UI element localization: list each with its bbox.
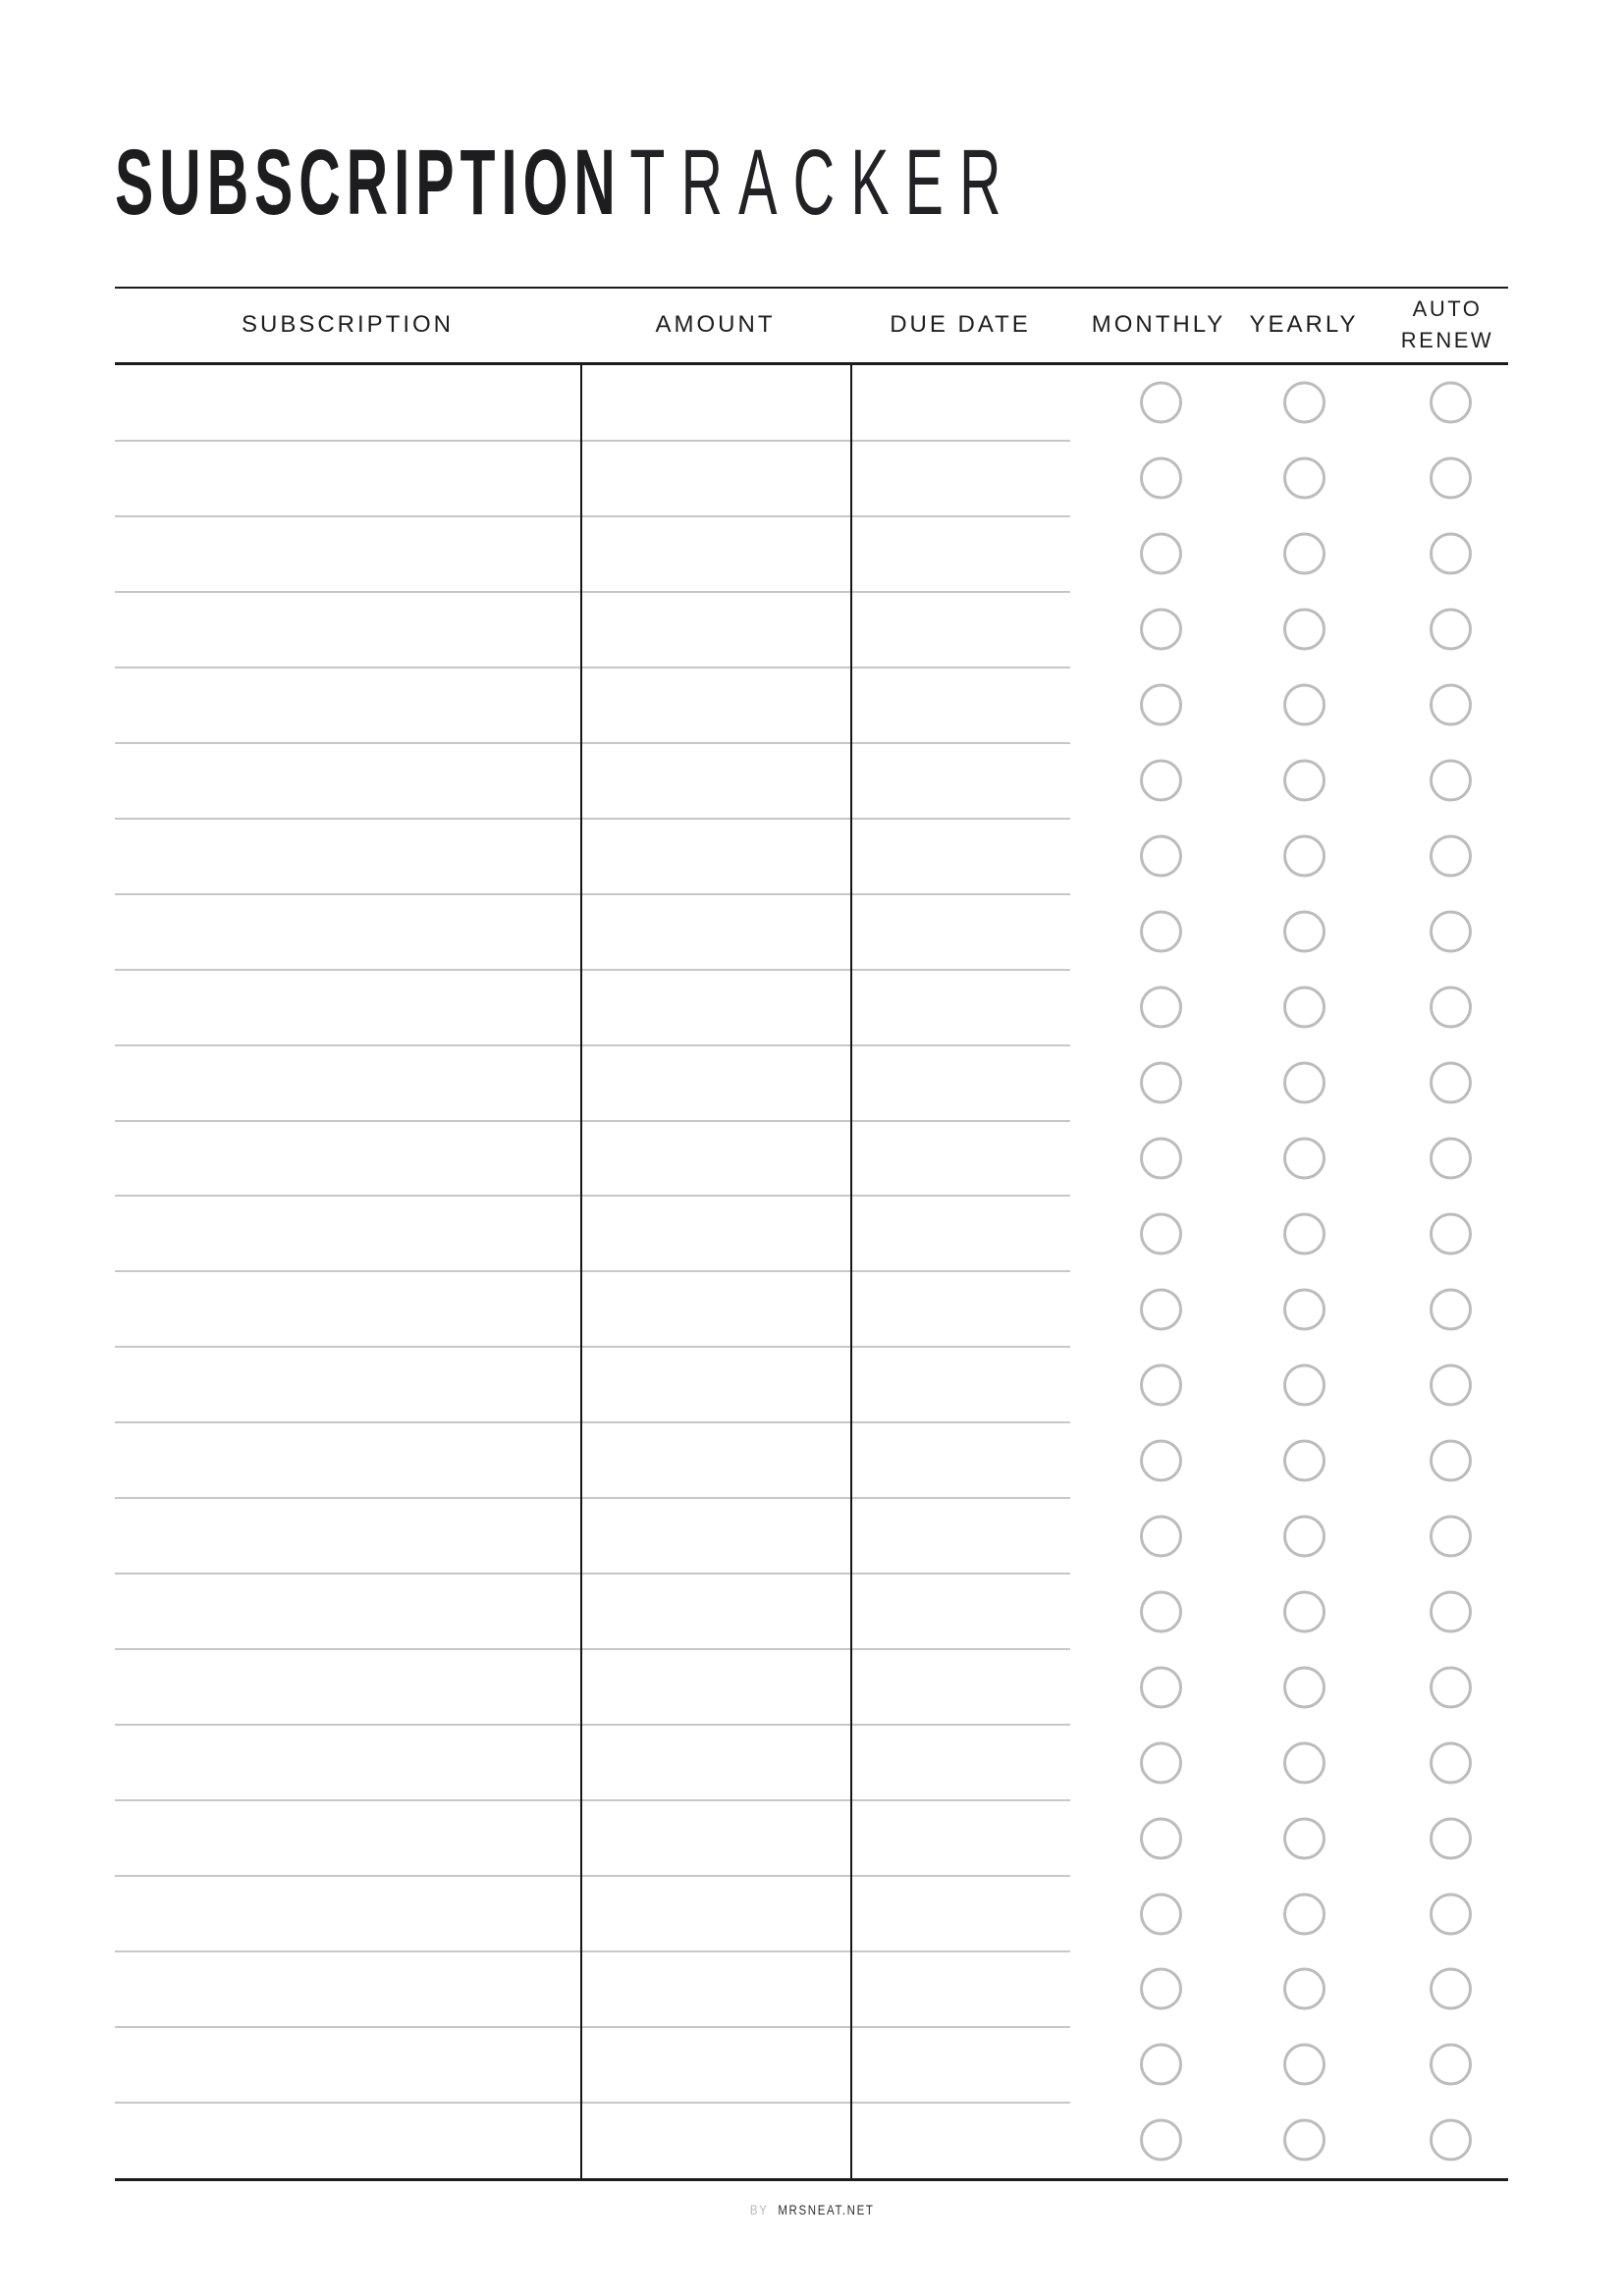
subscription-cell[interactable] [115, 1045, 580, 1121]
due-date-cell[interactable] [850, 2027, 1070, 2103]
monthly-radio[interactable] [1140, 457, 1182, 500]
column-divider-subscription-amount [580, 365, 582, 2178]
monthly-radio[interactable] [1140, 1138, 1182, 1180]
table-row [115, 1649, 1508, 1725]
table-bottom-rule [115, 2178, 1508, 2181]
subscription-cell[interactable] [115, 819, 580, 894]
yearly-radio[interactable] [1283, 911, 1326, 953]
monthly-radio[interactable] [1140, 987, 1182, 1029]
monthly-radio[interactable] [1140, 1666, 1182, 1708]
table-row [115, 441, 1508, 516]
auto-renew-radio[interactable] [1430, 1741, 1472, 1784]
subscription-cell[interactable] [115, 1574, 580, 1649]
due-date-cell[interactable] [850, 1951, 1070, 2027]
due-date-cell[interactable] [850, 2103, 1070, 2178]
table-row [115, 1725, 1508, 1800]
footer-credit [750, 2202, 875, 2217]
amount-cell[interactable] [580, 970, 850, 1045]
amount-cell[interactable] [580, 2103, 850, 2178]
subscription-cell[interactable] [115, 2103, 580, 2178]
yearly-radio[interactable] [1283, 1590, 1326, 1632]
monthly-radio[interactable] [1140, 1062, 1182, 1104]
due-date-cell[interactable] [850, 1121, 1070, 1197]
yearly-radio[interactable] [1283, 2044, 1326, 2086]
yearly-radio[interactable] [1283, 2119, 1326, 2162]
yearly-radio[interactable] [1283, 1288, 1326, 1330]
amount-cell[interactable] [580, 1498, 850, 1574]
monthly-radio[interactable] [1140, 1212, 1182, 1255]
due-date-cell[interactable] [850, 1498, 1070, 1574]
monthly-radio[interactable] [1140, 1893, 1182, 1935]
auto-renew-radio[interactable] [1430, 1893, 1472, 1935]
yearly-radio[interactable] [1283, 1817, 1326, 1859]
subscription-cell[interactable] [115, 592, 580, 667]
table-row [115, 592, 1508, 667]
table-row [115, 516, 1508, 592]
table-row [115, 743, 1508, 819]
amount-cell[interactable] [580, 2027, 850, 2103]
amount-cell[interactable] [580, 1574, 850, 1649]
amount-cell[interactable] [580, 1045, 850, 1121]
table-row [115, 2027, 1508, 2103]
amount-cell[interactable] [580, 1800, 850, 1876]
page-title [115, 131, 1017, 235]
subscription-cell[interactable] [115, 1196, 580, 1271]
monthly-radio[interactable] [1140, 760, 1182, 802]
table-row [115, 1574, 1508, 1649]
amount-cell[interactable] [580, 1271, 850, 1347]
due-date-cell[interactable] [850, 819, 1070, 894]
monthly-radio[interactable] [1140, 382, 1182, 424]
monthly-radio[interactable] [1140, 684, 1182, 726]
auto-renew-radio[interactable] [1430, 835, 1472, 878]
yearly-radio[interactable] [1283, 1363, 1326, 1406]
auto-renew-radio[interactable] [1430, 609, 1472, 651]
column-divider-amount-due-date [850, 365, 852, 2178]
yearly-radio[interactable] [1283, 835, 1326, 878]
amount-cell[interactable] [580, 1347, 850, 1422]
due-date-cell[interactable] [850, 592, 1070, 667]
monthly-radio[interactable] [1140, 835, 1182, 878]
table-row [115, 2103, 1508, 2178]
yearly-radio[interactable] [1283, 457, 1326, 500]
amount-cell[interactable] [580, 819, 850, 894]
yearly-radio[interactable] [1283, 609, 1326, 651]
due-date-cell[interactable] [850, 970, 1070, 1045]
amount-cell[interactable] [580, 1196, 850, 1271]
auto-renew-radio[interactable] [1430, 382, 1472, 424]
subscription-cell[interactable] [115, 1347, 580, 1422]
subscription-cell[interactable] [115, 1649, 580, 1725]
table-row [115, 970, 1508, 1045]
table-row [115, 1196, 1508, 1271]
amount-cell[interactable] [580, 1725, 850, 1800]
amount-cell[interactable] [580, 1649, 850, 1725]
due-date-cell[interactable] [850, 365, 1070, 441]
amount-cell[interactable] [580, 516, 850, 592]
table-row [115, 1422, 1508, 1498]
auto-renew-radio[interactable] [1430, 1439, 1472, 1481]
yearly-radio[interactable] [1283, 1893, 1326, 1935]
auto-renew-radio[interactable] [1430, 911, 1472, 953]
yearly-radio[interactable] [1283, 1062, 1326, 1104]
page-title-secondary: TRACKER [629, 131, 1017, 235]
table-body [115, 365, 1508, 2178]
yearly-radio[interactable] [1283, 1138, 1326, 1180]
yearly-radio[interactable] [1283, 1212, 1326, 1255]
due-date-cell[interactable] [850, 516, 1070, 592]
amount-cell[interactable] [580, 592, 850, 667]
subscription-cell[interactable] [115, 2027, 580, 2103]
amount-cell[interactable] [580, 1121, 850, 1197]
table-row [115, 1498, 1508, 1574]
column-header-auto-renew: AUTO RENEW [1400, 295, 1494, 352]
table-row [115, 1951, 1508, 2027]
column-header-yearly: YEARLY [1249, 310, 1359, 338]
auto-renew-radio[interactable] [1430, 1138, 1472, 1180]
page-title-primary: SUBSCRIPTION [115, 131, 622, 235]
monthly-radio[interactable] [1140, 533, 1182, 575]
footer-site-label: MRSNEAT.NET [778, 2202, 875, 2217]
due-date-cell[interactable] [850, 1574, 1070, 1649]
yearly-radio[interactable] [1283, 1666, 1326, 1708]
due-date-cell[interactable] [850, 1649, 1070, 1725]
auto-renew-radio[interactable] [1430, 2119, 1472, 2162]
subscription-cell[interactable] [115, 894, 580, 970]
column-header-subscription: SUBSCRIPTION [241, 310, 455, 338]
monthly-radio[interactable] [1140, 2044, 1182, 2086]
auto-renew-radio[interactable] [1430, 457, 1472, 500]
auto-renew-radio[interactable] [1430, 1515, 1472, 1557]
table-row [115, 1271, 1508, 1347]
column-header-monthly: MONTHLY [1091, 310, 1226, 338]
subscription-cell[interactable] [115, 1121, 580, 1197]
amount-cell[interactable] [580, 1876, 850, 1951]
yearly-radio[interactable] [1283, 533, 1326, 575]
table-row [115, 1800, 1508, 1876]
subscription-cell[interactable] [115, 1498, 580, 1574]
amount-cell[interactable] [580, 743, 850, 819]
subscription-cell[interactable] [115, 743, 580, 819]
table-row [115, 1121, 1508, 1197]
amount-cell[interactable] [580, 667, 850, 743]
auto-renew-radio[interactable] [1430, 1666, 1472, 1708]
table-row [115, 1045, 1508, 1121]
auto-renew-radio[interactable] [1430, 987, 1472, 1029]
amount-cell[interactable] [580, 1951, 850, 2027]
subscription-cell[interactable] [115, 970, 580, 1045]
amount-cell[interactable] [580, 1422, 850, 1498]
subscription-cell[interactable] [115, 441, 580, 516]
yearly-radio[interactable] [1283, 684, 1326, 726]
yearly-radio[interactable] [1283, 1515, 1326, 1557]
monthly-radio[interactable] [1140, 1515, 1182, 1557]
column-header-amount: AMOUNT [655, 310, 776, 338]
column-header-due-date: DUE DATE [890, 310, 1031, 338]
due-date-cell[interactable] [850, 1876, 1070, 1951]
auto-renew-radio[interactable] [1430, 1288, 1472, 1330]
due-date-cell[interactable] [850, 743, 1070, 819]
footer-by-label: BY [749, 2202, 769, 2217]
yearly-radio[interactable] [1283, 1968, 1326, 2010]
monthly-radio[interactable] [1140, 1741, 1182, 1784]
auto-renew-radio[interactable] [1430, 1212, 1472, 1255]
subscription-cell[interactable] [115, 1800, 580, 1876]
monthly-radio[interactable] [1140, 2119, 1182, 2162]
yearly-radio[interactable] [1283, 1741, 1326, 1784]
due-date-cell[interactable] [850, 1725, 1070, 1800]
yearly-radio[interactable] [1283, 382, 1326, 424]
table-row [115, 667, 1508, 743]
auto-renew-radio[interactable] [1430, 1817, 1472, 1859]
auto-renew-radio[interactable] [1430, 760, 1472, 802]
auto-renew-radio[interactable] [1430, 1968, 1472, 2010]
monthly-radio[interactable] [1140, 609, 1182, 651]
monthly-radio[interactable] [1140, 1363, 1182, 1406]
yearly-radio[interactable] [1283, 987, 1326, 1029]
subscription-cell[interactable] [115, 667, 580, 743]
due-date-cell[interactable] [850, 1196, 1070, 1271]
subscription-cell[interactable] [115, 1422, 580, 1498]
monthly-radio[interactable] [1140, 1968, 1182, 2010]
table-row [115, 894, 1508, 970]
auto-renew-radio[interactable] [1430, 1590, 1472, 1632]
table-row [115, 365, 1508, 441]
monthly-radio[interactable] [1140, 1817, 1182, 1859]
auto-renew-radio[interactable] [1430, 684, 1472, 726]
auto-renew-radio[interactable] [1430, 1363, 1472, 1406]
yearly-radio[interactable] [1283, 1439, 1326, 1481]
amount-cell[interactable] [580, 441, 850, 516]
table-row [115, 819, 1508, 894]
monthly-radio[interactable] [1140, 1288, 1182, 1330]
table-row [115, 1347, 1508, 1422]
subscription-cell[interactable] [115, 1271, 580, 1347]
auto-renew-radio[interactable] [1430, 1062, 1472, 1104]
subscription-cell[interactable] [115, 1876, 580, 1951]
subscription-cell[interactable] [115, 1951, 580, 2027]
due-date-cell[interactable] [850, 1045, 1070, 1121]
table-row [115, 1876, 1508, 1951]
due-date-cell[interactable] [850, 667, 1070, 743]
auto-renew-radio[interactable] [1430, 2044, 1472, 2086]
footer [0, 2202, 1624, 2217]
due-date-cell[interactable] [850, 1800, 1070, 1876]
monthly-radio[interactable] [1140, 1590, 1182, 1632]
due-date-cell[interactable] [850, 1422, 1070, 1498]
monthly-radio[interactable] [1140, 911, 1182, 953]
due-date-cell[interactable] [850, 894, 1070, 970]
subscription-cell[interactable] [115, 1725, 580, 1800]
due-date-cell[interactable] [850, 1271, 1070, 1347]
amount-cell[interactable] [580, 365, 850, 441]
amount-cell[interactable] [580, 894, 850, 970]
monthly-radio[interactable] [1140, 1439, 1182, 1481]
due-date-cell[interactable] [850, 1347, 1070, 1422]
due-date-cell[interactable] [850, 441, 1070, 516]
table-header-row [115, 287, 1508, 362]
subscription-cell[interactable] [115, 516, 580, 592]
auto-renew-radio[interactable] [1430, 533, 1472, 575]
subscription-cell[interactable] [115, 365, 580, 441]
yearly-radio[interactable] [1283, 760, 1326, 802]
